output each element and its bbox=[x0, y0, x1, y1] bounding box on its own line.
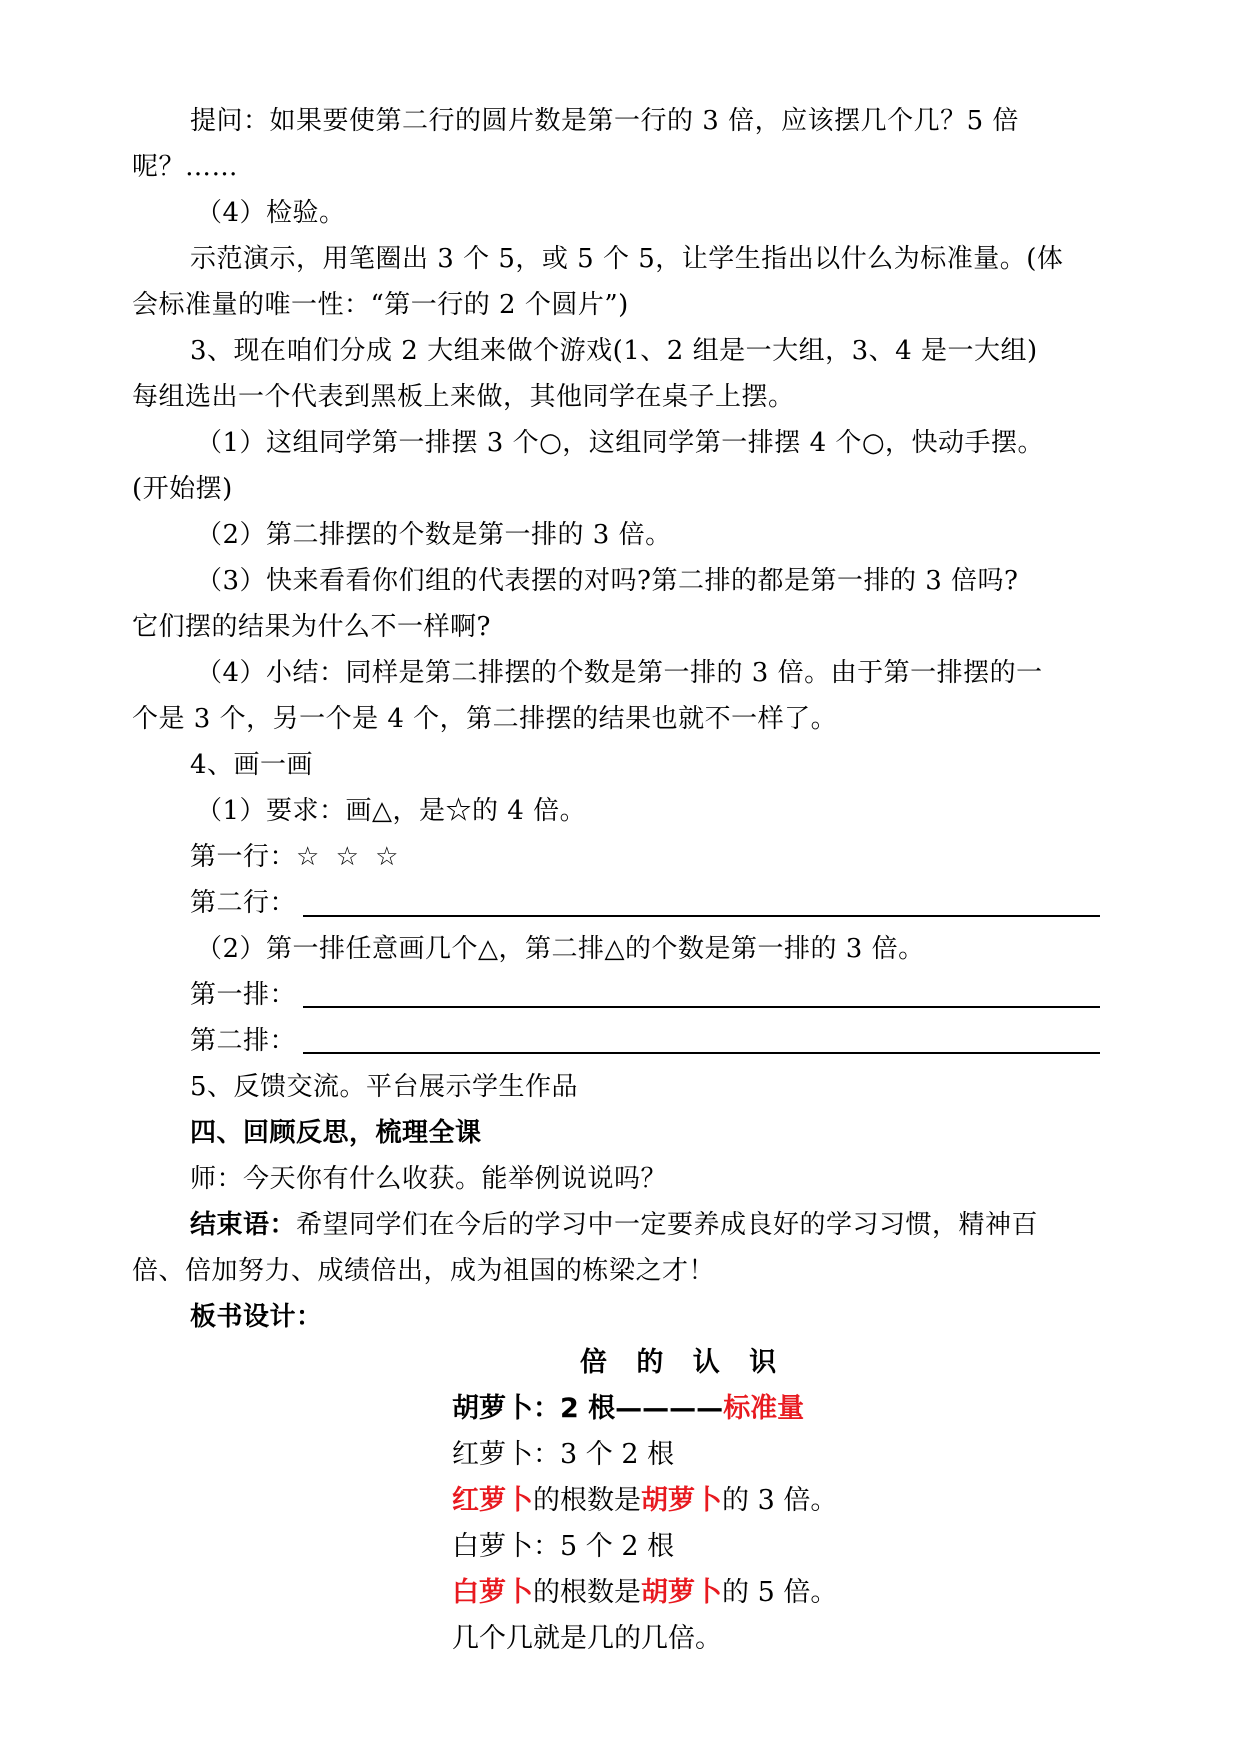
section-heading-review: 四、回顾反思，梳理全课 bbox=[190, 1118, 482, 1148]
board-white-radish-word: 白萝卜 bbox=[452, 1577, 533, 1608]
board-title: 倍 的 认 识 bbox=[580, 1347, 787, 1378]
board-carrot-word-1: 胡萝卜 bbox=[641, 1485, 722, 1516]
paragraph-feedback: 5、反馈交流。平台展示学生作品 bbox=[190, 1072, 579, 1102]
board-standard-quantity: 标准量 bbox=[723, 1393, 805, 1424]
paragraph-summary-line1: （4）小结：同样是第二排摆的个数是第一排的 3 倍。由于第一排摆的一 bbox=[196, 658, 1043, 688]
blank-line-second-pai[interactable] bbox=[303, 1052, 1100, 1054]
board-line-white-ratio bbox=[452, 1570, 837, 1616]
blank-line-first-pai[interactable] bbox=[303, 1006, 1100, 1008]
closing-label: 结束语： bbox=[190, 1210, 297, 1240]
board-carrot-text: 胡萝卜：2 根———— bbox=[452, 1393, 724, 1424]
board-white-times: 的 5 倍。 bbox=[722, 1577, 838, 1608]
paragraph-teacher-question: 师：今天你有什么收获。能举例说说吗？ bbox=[190, 1164, 668, 1194]
star-shapes: ☆ ☆ ☆ bbox=[296, 842, 403, 872]
paragraph-closing-line2: 倍、倍加努力、成绩倍出，成为祖国的栋梁之才！ bbox=[132, 1256, 716, 1286]
paragraph-demo-line1: 示范演示，用笔圈出 3 个 5，或 5 个 5，让学生指出以什么为标准量。(体 bbox=[190, 244, 1064, 274]
paragraph-demo-line2: 会标准量的唯一性：“第一行的 2 个圆片”) bbox=[132, 290, 629, 320]
paragraph-question-line2: 呢？…… bbox=[132, 152, 239, 182]
paragraph-closing-line1 bbox=[190, 1202, 1170, 1248]
blank-line-second-row[interactable] bbox=[303, 915, 1100, 917]
row-first-line bbox=[190, 834, 1170, 880]
paragraph-check: （4）检验。 bbox=[196, 198, 346, 228]
board-carrot-word-2: 胡萝卜 bbox=[641, 1577, 722, 1608]
paragraph-summary-line2: 个是 3 个，另一个是 4 个，第二排摆的结果也就不一样了。 bbox=[132, 704, 838, 734]
paragraph-draw-task2: （2）第一排任意画几个△，第二排△的个数是第一排的 3 倍。 bbox=[196, 934, 925, 964]
paragraph-question-line1: 提问：如果要使第二行的圆片数是第一行的 3 倍，应该摆几个几？5 倍 bbox=[190, 106, 1019, 136]
row-first-pai-label: 第一排： bbox=[190, 980, 297, 1010]
board-red-times: 的 3 倍。 bbox=[722, 1485, 838, 1516]
board-line-red-ratio bbox=[452, 1478, 837, 1524]
paragraph-step3-line2: 它们摆的结果为什么不一样啊? bbox=[132, 612, 491, 642]
paragraph-game-line1: 3、现在咱们分成 2 大组来做个游戏(1、2 组是一大组，3、4 是一大组) bbox=[190, 336, 1038, 366]
board-line-carrot bbox=[452, 1386, 804, 1432]
paragraph-step1-line1: （1）这组同学第一排摆 3 个○，这组同学第一排摆 4 个○，快动手摆。 bbox=[196, 428, 1045, 458]
board-line-conclusion: 几个几就是几的几倍。 bbox=[452, 1623, 722, 1654]
board-line-white-radish: 白萝卜：5 个 2 根 bbox=[452, 1531, 675, 1562]
paragraph-game-line2: 每组选出一个代表到黑板上来做，其他同学在桌子上摆。 bbox=[132, 382, 795, 412]
paragraph-draw-requirement: （1）要求：画△，是☆的 4 倍。 bbox=[196, 796, 587, 826]
board-design-label: 板书设计： bbox=[190, 1302, 323, 1332]
paragraph-step3-line1: （3）快来看看你们组的代表摆的对吗?第二排的都是第一排的 3 倍吗? bbox=[196, 566, 1019, 596]
board-red-middle: 的根数是 bbox=[533, 1485, 641, 1516]
paragraph-step2: （2）第二排摆的个数是第一排的 3 倍。 bbox=[196, 520, 672, 550]
row-second-label: 第二行： bbox=[190, 888, 297, 918]
board-red-radish-word: 红萝卜 bbox=[452, 1485, 533, 1516]
paragraph-step1-line2: (开始摆) bbox=[132, 474, 233, 504]
row-first-label: 第一行： bbox=[190, 842, 297, 872]
closing-text: 希望同学们在今后的学习中一定要养成良好的学习习惯，精神百 bbox=[296, 1210, 1039, 1240]
row-second-pai-label: 第二排： bbox=[190, 1026, 297, 1056]
board-line-red-radish: 红萝卜：3 个 2 根 bbox=[452, 1439, 675, 1470]
paragraph-draw-heading: 4、画一画 bbox=[190, 750, 314, 780]
board-white-middle: 的根数是 bbox=[533, 1577, 641, 1608]
